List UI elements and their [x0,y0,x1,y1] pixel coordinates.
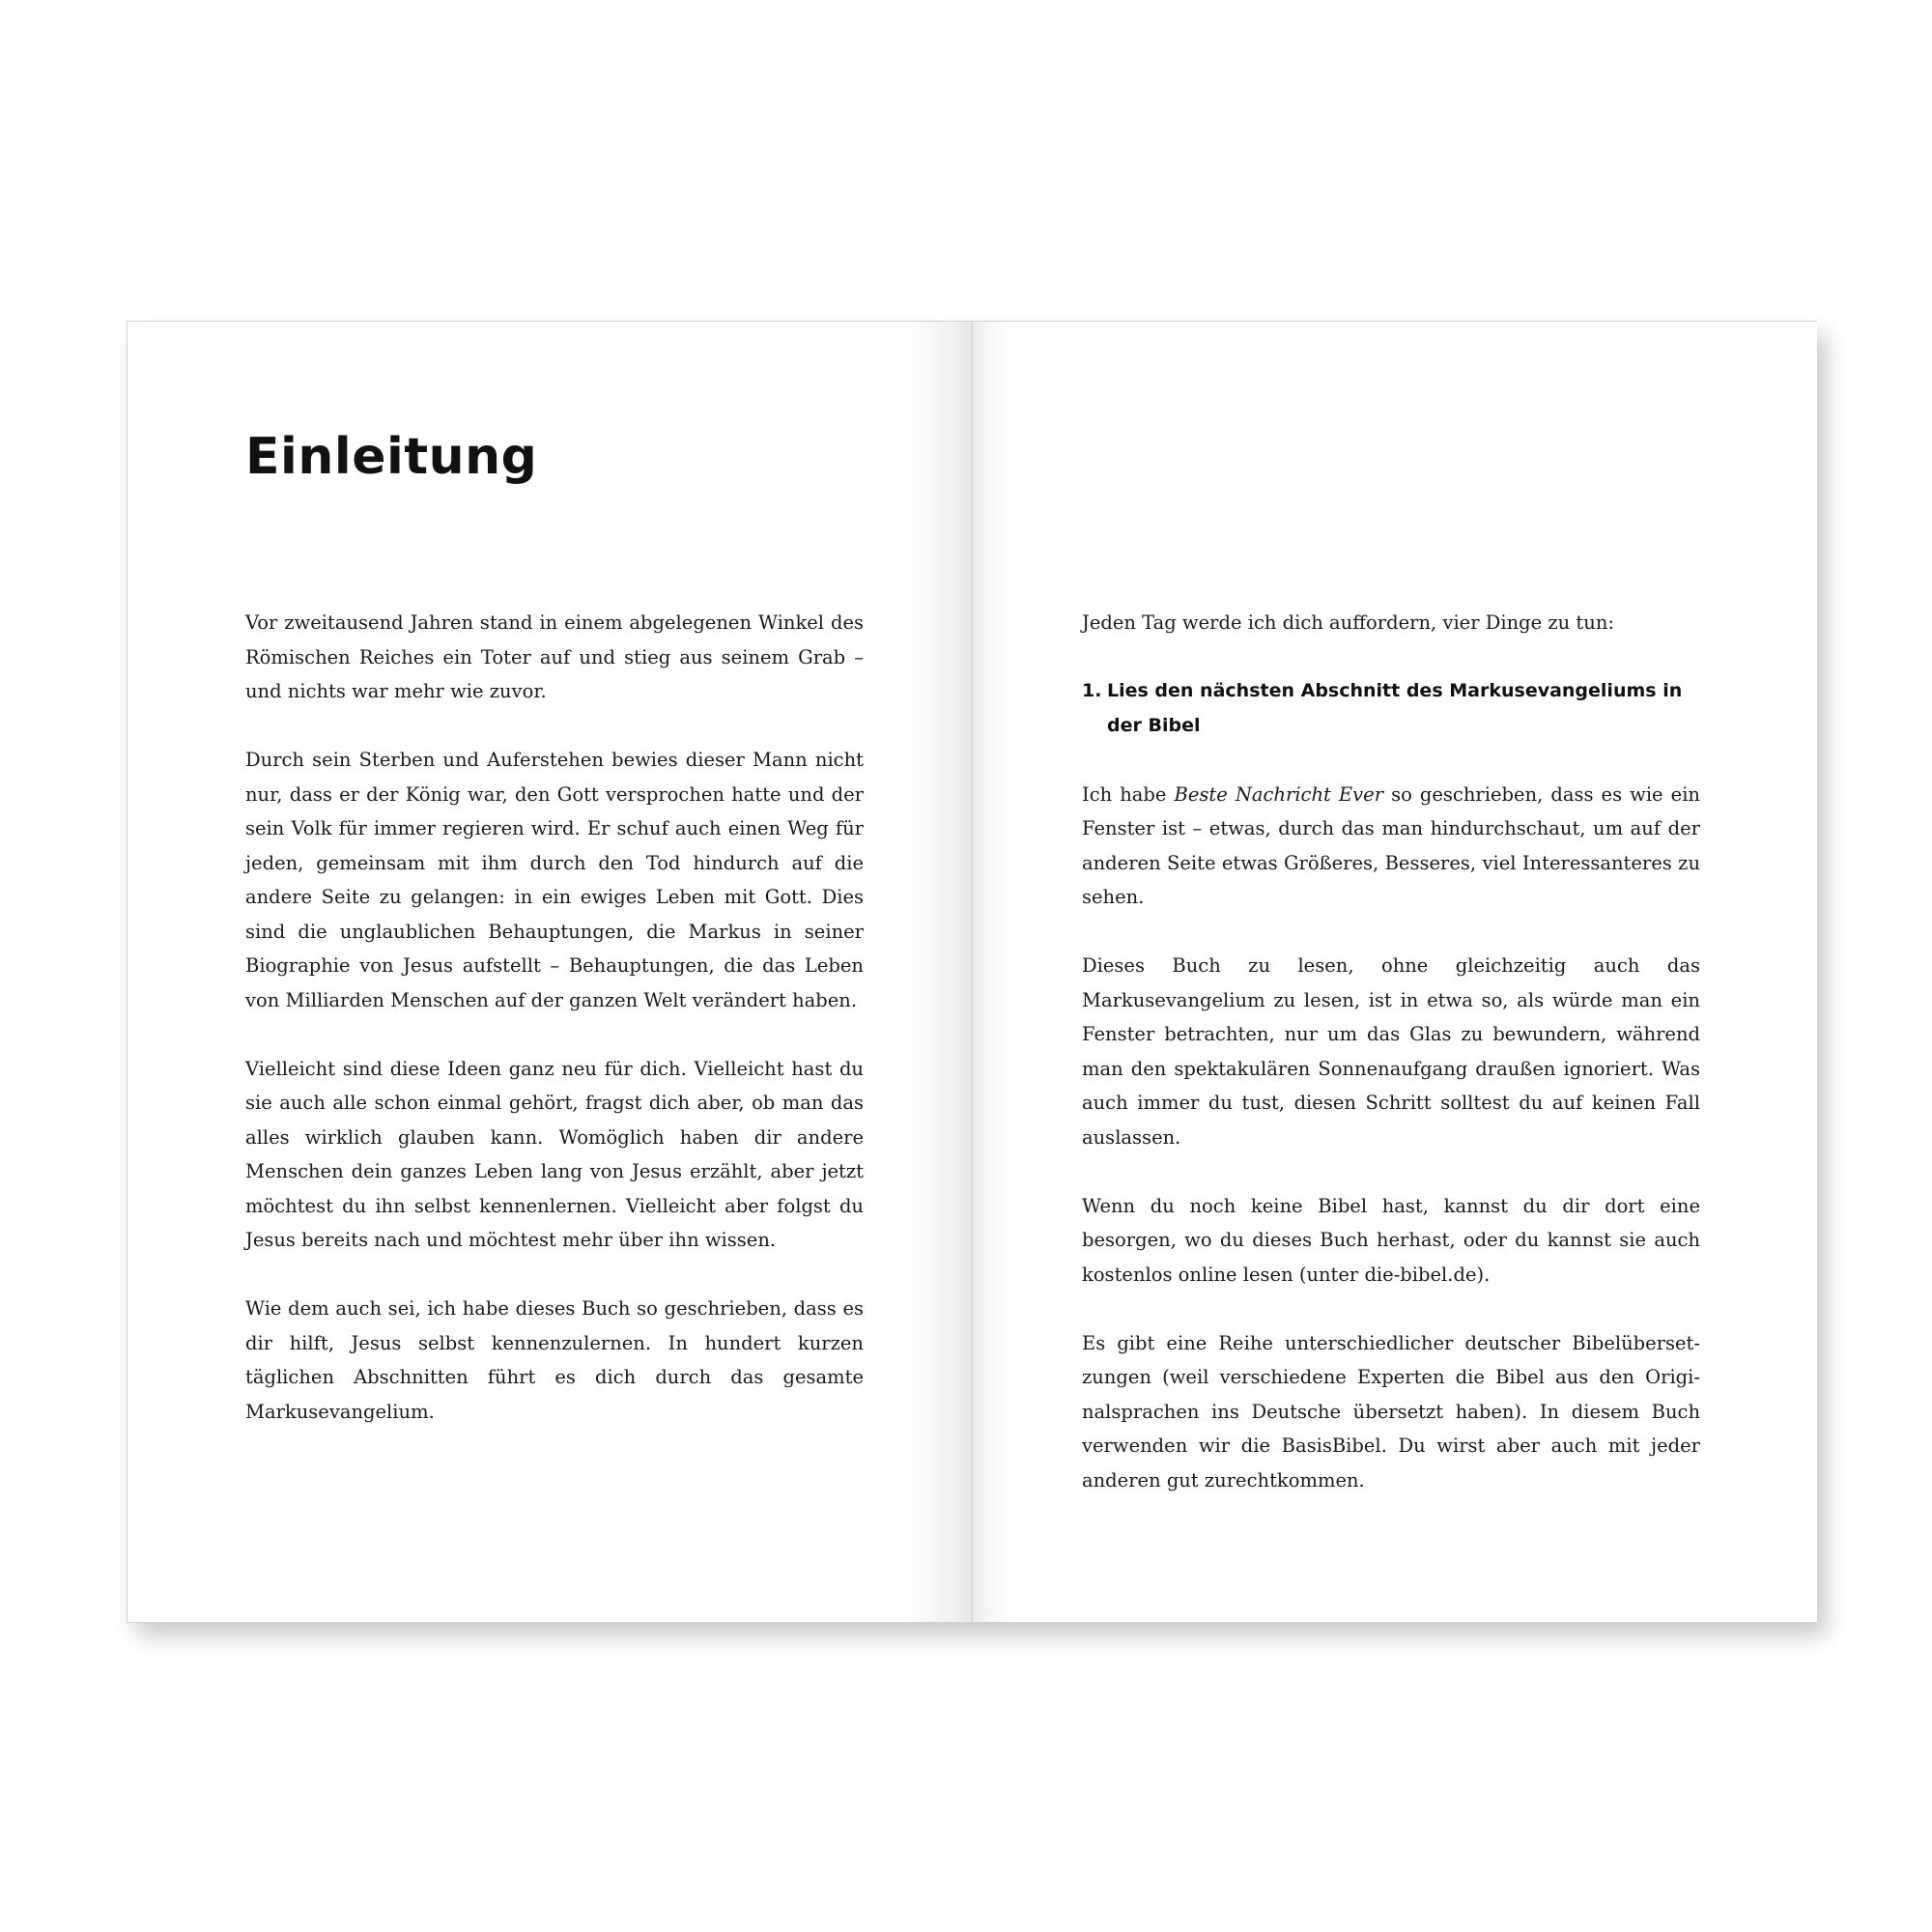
paragraph: Durch sein Sterben und Auferstehen bewies dieser Mann nicht nur, dass er der König war, den Gott versprochen hatte und der sein Volk für immer regieren wird. Er schuf auch einen Weg für jeden, gemeinsam mit ihm durch den Tod hindurch auf die andere Seite zu gelangen: in ein ewiges Leben mit Gott. Dies sind die unglaublichen Behauptungen, die Markus in seiner Biographie von Jesus aufstellt – Behauptungen, die das Leben von Milliarden Menschen auf der ganzen Welt verändert haben. [245,749,864,1011]
paragraph [1082,778,1700,915]
list-item-heading [1082,674,1700,743]
text-run: Ich habe [1082,782,1175,806]
paragraph: Vielleicht sind diese Ideen ganz neu für dich. Vielleicht hast du sie auch alle schon einmal gehört, fragst dich aber, ob man das alles wirklich glauben kann. Womöglich haben dir andere Menschen dein ganzes Leben lang von Jesus erzählt, aber jetzt möchtest du ihn selbst kennenlernen. Vielleicht aber folgst du Jesus bereits nach und möchtest mehr über ihn wissen. [245,1057,864,1251]
chapter-title: Einleitung [245,428,538,486]
paragraph: Es gibt eine Reihe unterschiedlicher deutscher Bibelübersetzungen (weil verschiedene Experten die Bibel aus den Originalsprachen ins Deutsche übersetzt haben). In diesem Buch verwenden wir die BasisBibel. Du wirst aber auch mit jeder anderen gut zurechtkommen. [1082,1331,1700,1492]
book-spread [128,322,1816,1622]
book-title-italic: Beste Nachricht Ever [1174,782,1384,806]
list-item-number: 1. [1082,680,1102,701]
text-run: so geschrieben, dass es wie ein Fenster ist – etwas, durch das man hindurchschaut, um auf der anderen Seite etwas Größeres, Besseres, viel Interessanteres zu sehen. [1082,782,1700,908]
paragraph: Dieses Buch zu lesen, ohne gleichzeitig auch das Markusevangelium zu lesen, ist in etwa so, als würde man ein Fenster betrachten, nur um das Glas zu bewundern, während man den spektakulären Sonnenaufgang draußen ignoriert. Was auch immer du tust, diesen Schritt solltest du auf keinen Fall auslassen. [1082,954,1700,1149]
paragraph: Wie dem auch sei, ich habe dieses Buch so geschrieben, dass es dir hilft, Jesus selbst kennenzulernen. In hundert kurzen täglichen Abschnitten führt es dich durch das gesamte Markusevangelium. [245,1297,864,1423]
left-page [128,322,972,1622]
paragraph: Vor zweitausend Jahren stand in einem abgelegenen Winkel des Römischen Reiches ein Toter auf und stieg aus seinem Grab – und nichts war mehr wie zuvor. [245,611,864,702]
left-page-body [245,606,864,1463]
paragraph: Wenn du noch keine Bibel hast, kannst du dir dort eine besorgen, wo du dieses Buch herhast, oder du kannst sie auch kostenlos online lesen (unter die-bibel.de). [1082,1194,1700,1286]
list-item-text: Lies den nächsten Abschnitt des Markusevangeliums in der Bibel [1107,680,1683,736]
intro-paragraph: Jeden Tag werde ich dich auffordern, vier Dinge zu tun: [1082,611,1614,634]
right-page [972,322,1817,1622]
right-page-body [1082,606,1700,1532]
